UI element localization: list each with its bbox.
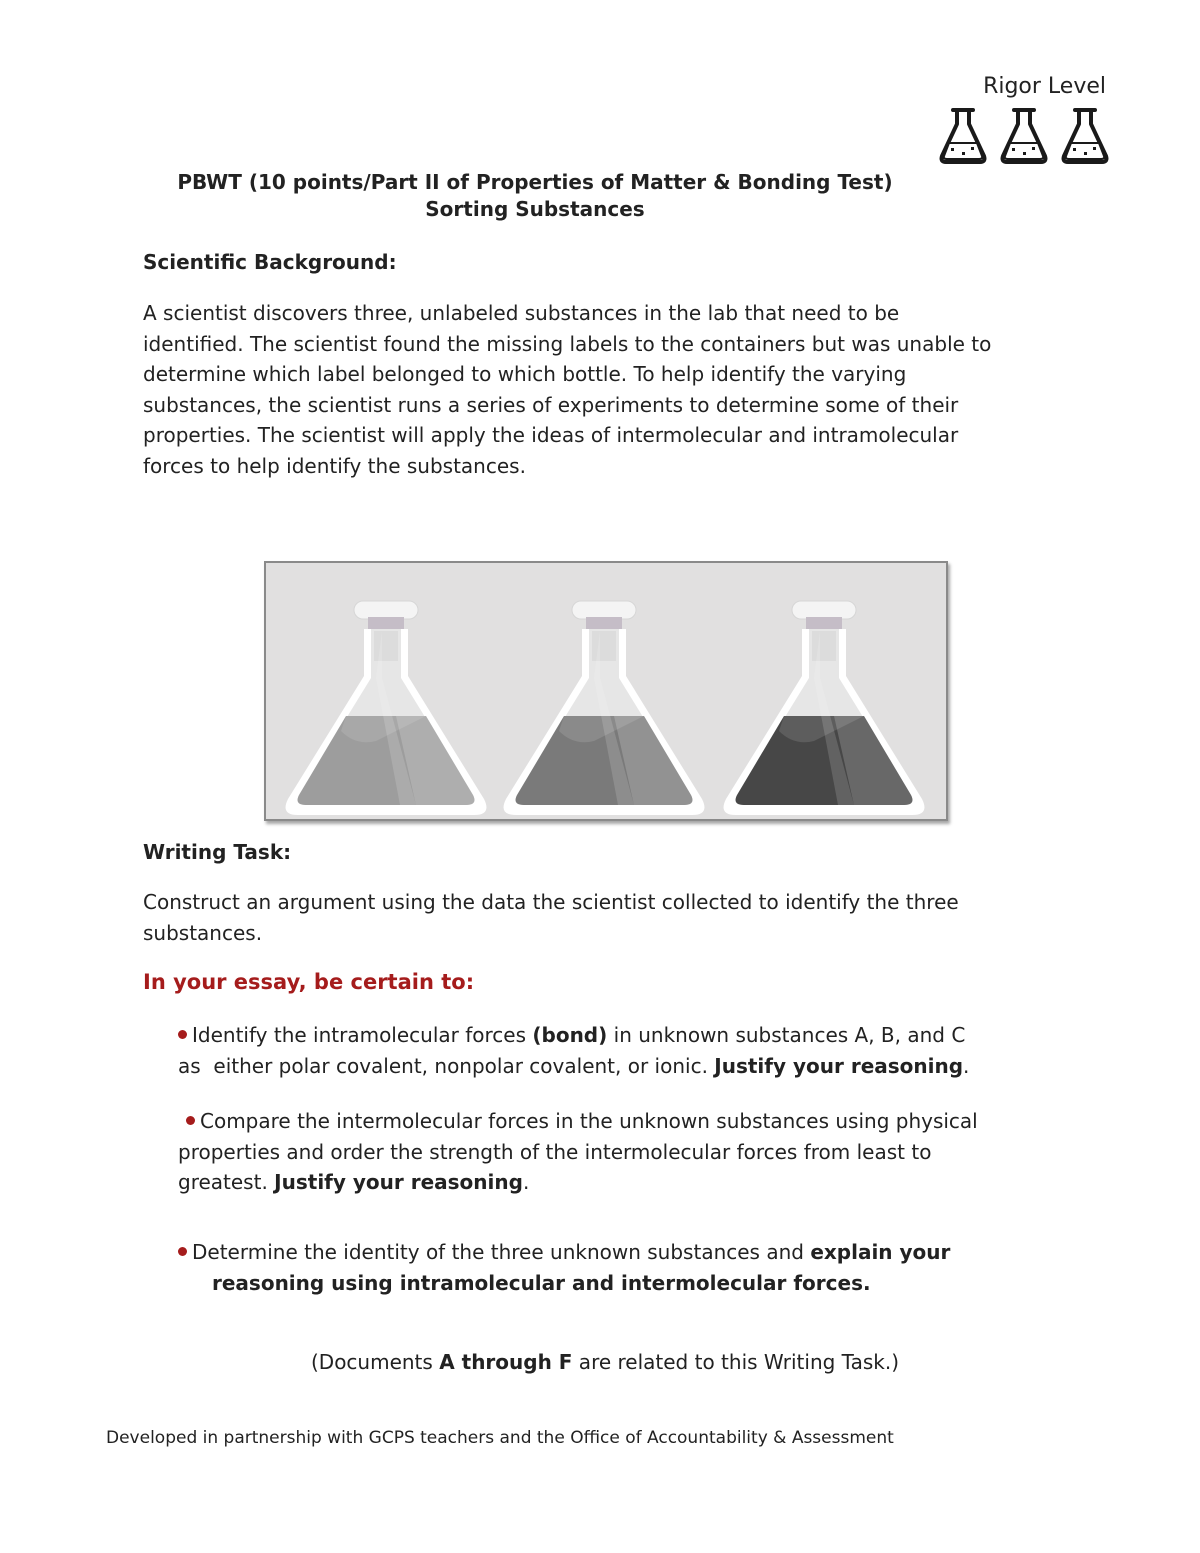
bullet-3-line-1	[178, 1237, 950, 1268]
writing-task-paragraph	[143, 887, 1083, 948]
bullet-3-line-2: reasoning using intramolecular and intermolecular forces.	[212, 1271, 871, 1295]
bullet-text: greatest.	[178, 1170, 275, 1194]
bullet-2-line-3	[178, 1167, 529, 1198]
documents-note-bold: A through F	[439, 1350, 573, 1374]
task-line: Construct an argument using the data the scientist collected to identify the three	[143, 890, 959, 914]
bullet-text: Compare the intermolecular forces in the unknown substances using physical	[200, 1109, 978, 1133]
flask-middle	[504, 601, 705, 815]
flask-icon	[1003, 110, 1046, 162]
background-paragraph	[143, 298, 1083, 482]
bullet-1-line-1	[178, 1020, 965, 1051]
bullet-bold-text: Justify your reasoning	[714, 1054, 964, 1078]
bullet-bold-text: Justify your reasoning	[274, 1170, 523, 1194]
flasks-illustration	[264, 561, 948, 821]
flask-right	[724, 601, 925, 815]
bullet-icon	[178, 1247, 187, 1256]
essay-heading: In your essay, be certain to:	[143, 970, 475, 994]
bullet-icon	[186, 1116, 195, 1125]
bullet-text: .	[963, 1054, 970, 1078]
bullet-text: .	[522, 1170, 530, 1194]
page-footer: Developed in partnership with GCPS teachers and the Office of Accountability & Assessment	[106, 1428, 894, 1448]
flask-icon	[1064, 110, 1107, 162]
page-subtitle: Sorting Substances	[425, 197, 645, 221]
documents-note	[0, 1350, 1200, 1374]
writing-task-heading: Writing Task:	[143, 840, 292, 864]
background-line: properties. The scientist will apply the ideas of intermolecular and intramolecular	[143, 423, 959, 448]
rigor-level-icons	[938, 106, 1110, 166]
rigor-level-label: Rigor Level	[983, 74, 1106, 99]
bullet-2-line-2: properties and order the strength of the intermolecular forces from least to	[178, 1140, 932, 1164]
task-line: substances.	[143, 920, 263, 945]
page-title: PBWT (10 points/Part II of Properties of Matter & Bonding Test)	[177, 170, 893, 194]
bullet-text: Determine the identity of the three unknown substances and	[192, 1240, 811, 1264]
background-heading: Scientific Background:	[143, 250, 397, 274]
flask-left	[286, 601, 487, 815]
bullet-1-line-2	[178, 1051, 969, 1082]
bullet-icon	[178, 1030, 187, 1039]
background-line: identified. The scientist found the missing labels to the containers but was unable to	[143, 331, 992, 356]
bullet-text: as either polar covalent, nonpolar covalent, or ionic.	[178, 1054, 715, 1078]
background-line: substances, the scientist runs a series of experiments to determine some of their	[143, 392, 959, 417]
bullet-text: Identify the intramolecular forces	[192, 1023, 533, 1047]
documents-note-text: are related to this Writing Task.)	[572, 1350, 900, 1374]
bullet-2-line-1	[186, 1106, 978, 1137]
bullet-bold-text: (bond)	[532, 1023, 608, 1047]
background-line: forces to help identify the substances.	[143, 453, 526, 478]
bullet-bold-text: explain your	[810, 1240, 951, 1264]
background-line: determine which label belonged to which bottle. To help identify the varying	[143, 362, 907, 387]
background-line: A scientist discovers three, unlabeled substances in the lab that need to be	[143, 301, 900, 325]
flask-icon	[942, 110, 985, 162]
documents-note-text: (Documents	[310, 1350, 440, 1374]
bullet-text: in unknown substances A, B, and C	[607, 1023, 966, 1047]
